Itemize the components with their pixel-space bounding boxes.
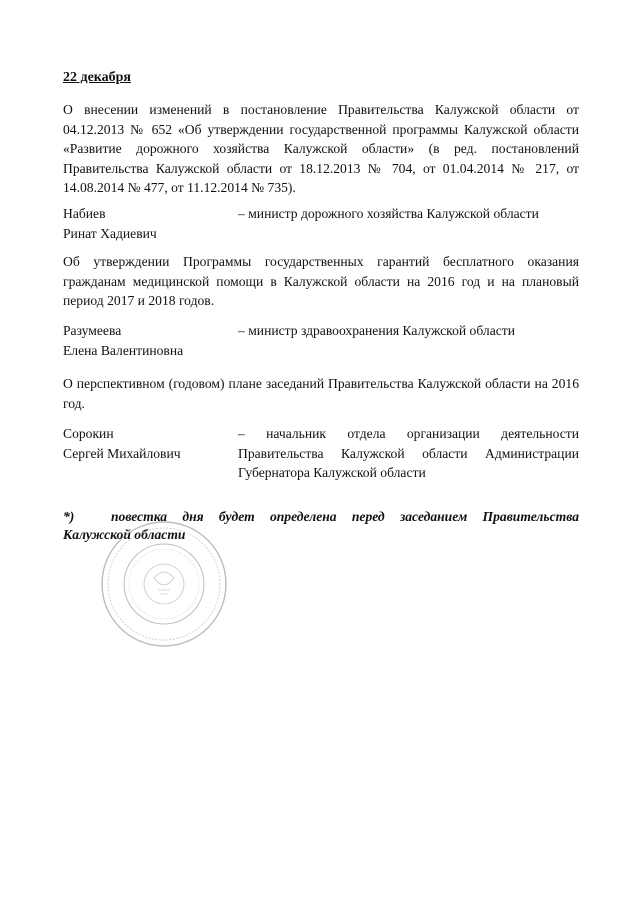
- speaker-3-role: [238, 424, 579, 483]
- speaker-1-role: – министр дорожного хозяйства Калужской области: [238, 206, 539, 221]
- speaker-1-surname: Набиев: [63, 206, 106, 221]
- speaker-3-role-line-2: Правительства Калужской области Администрации: [238, 445, 579, 461]
- speaker-3-role-line-3: Губернатора Калужской области: [238, 465, 426, 480]
- footnote-line-1: повестка дня будет определена перед заседанием Правительства: [111, 509, 579, 524]
- agenda-date: 22 декабря: [63, 70, 132, 85]
- speaker-3-given-name: Сергей Михайлович: [63, 445, 181, 461]
- speaker-1-given-name: Ринат Хадиевич: [63, 225, 157, 241]
- speaker-2-name: [63, 321, 233, 360]
- speaker-2-given-name: Елена Валентиновна: [63, 342, 184, 358]
- speaker-1-name: [63, 204, 233, 243]
- footnote-marker: *): [63, 509, 75, 524]
- agenda-item-2-text: Об утверждении Программы государственных гарантий бесплатного оказания гражданам медицинской помощи в Калужской области на 2016 год и на плановый период 2017 и 2018 годов.: [63, 254, 579, 308]
- speaker-3-name: [63, 424, 233, 463]
- official-seal-stamp: [98, 518, 230, 650]
- speaker-2-surname: Разумеева: [63, 323, 122, 338]
- speaker-3-surname: Сорокин: [63, 426, 114, 441]
- agenda-item-1-text: О внесении изменений в постановление Правительства Калужской области от 04.12.2013 № 652 «Об утверждении государственной программы Калужской области «Развитие дорожного хозяйства Калужской области» (в ред. постановлений Правительства Калужской области от 18.12.2013 № 704, от 01.04.2014 № 217, от 14.08.2014 № 477, от 11.12.2014 № 735).: [63, 102, 579, 195]
- speaker-2-role: – министр здравоохранения Калужской области: [238, 323, 515, 338]
- speaker-3-role-line-1: – начальник отдела организации деятельности: [238, 426, 579, 441]
- footnote-line-2: Калужской области: [63, 527, 186, 542]
- agenda-item-3-text: О перспективном (годовом) плане заседаний Правительства Калужской области на 2016 год.: [63, 376, 579, 411]
